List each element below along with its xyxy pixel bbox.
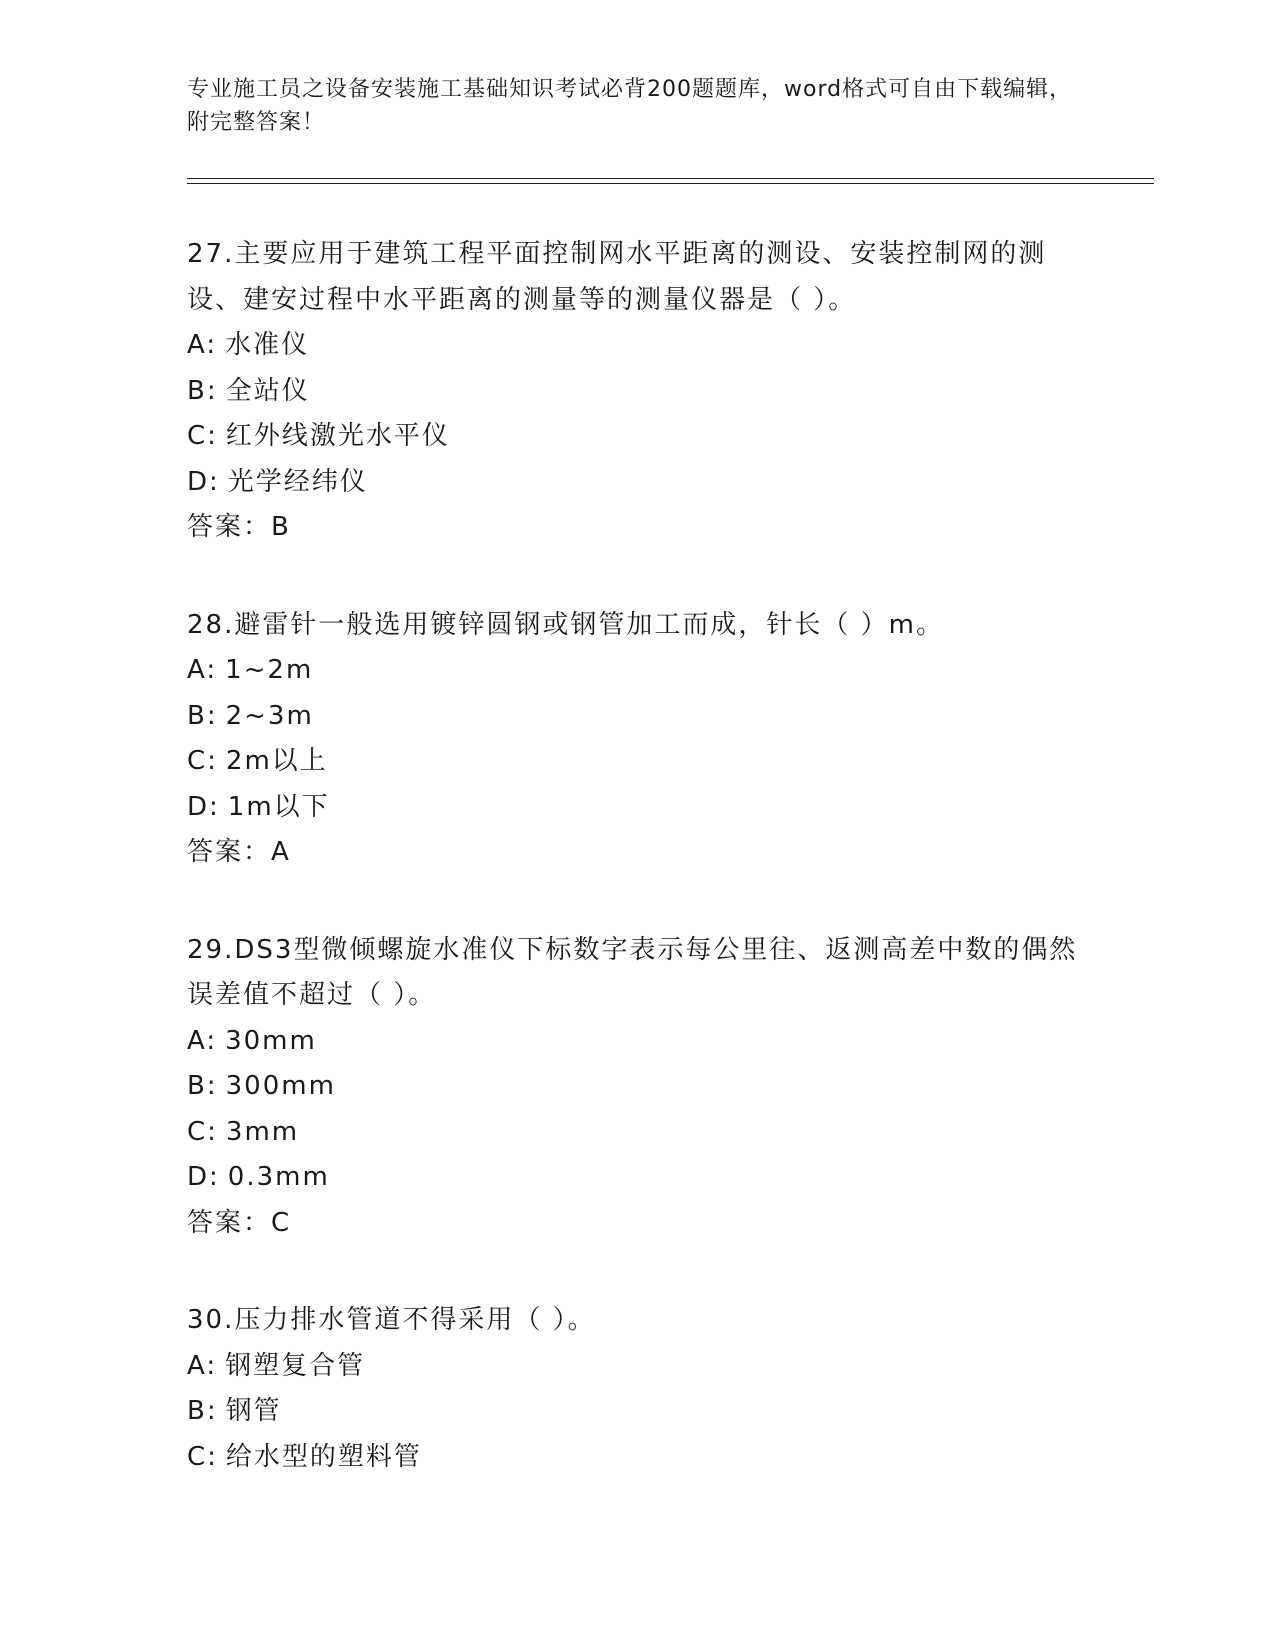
question-stem: 29.DS3型微倾螺旋水准仪下标数字表示每公里往、返测高差中数的偶然误差值不超过（ ）。 [187,934,1078,1010]
question-stem: 28.避雷针一般选用镀锌圆钢或钢管加工而成，针长（ ）m。 [187,609,944,640]
option-key: C: [187,1441,218,1472]
option-a [187,323,1087,369]
option-key: A: [187,330,218,360]
option-d [187,785,1087,831]
option-text: 2m以上 [225,746,328,776]
question-list [187,232,1087,1532]
option-text: 0.3mm [227,1162,330,1192]
option-b [187,1389,1087,1435]
option-key: C: [187,1116,218,1147]
answer-line: 答案：A [187,837,291,867]
question-29 [187,928,1087,1247]
option-text: 300mm [225,1071,336,1101]
option-text: 钢塑复合管 [225,1350,366,1381]
option-key: D: [187,466,220,497]
option-c [187,414,1087,460]
option-c [187,1110,1087,1156]
option-key: A: [187,1025,218,1056]
answer-line: 答案：B [187,512,291,542]
option-b [187,1064,1087,1110]
option-key: D: [187,791,220,822]
option-d [187,1155,1087,1201]
option-text: 3mm [225,1116,300,1147]
option-key: C: [187,421,218,451]
question-stem: 27.主要应用于建筑工程平面控制网水平距离的测设、安装控制网的测设、建安过程中水平距离的测量等的测量仪器是（ ）。 [187,239,1047,315]
option-key: A: [187,1350,218,1381]
option-key: D: [187,1162,220,1192]
option-key: B: [187,700,218,731]
answer-line: 答案：C [187,1207,292,1238]
option-key: A: [187,655,218,685]
option-text: 光学经纬仪 [227,466,368,497]
option-a [187,648,1087,694]
document-header: 专业施工员之设备安装施工基础知识考试必背200题题库，word格式可自由下载编辑，附完整答案！ [187,77,1073,135]
option-b [187,369,1087,415]
option-c [187,1435,1087,1481]
option-text: 2~3m [225,700,314,731]
option-text: 全站仪 [225,375,310,406]
option-text: 钢管 [225,1396,282,1426]
option-text: 给水型的塑料管 [225,1441,422,1472]
option-key: B: [187,1396,218,1426]
question-stem: 30.压力排水管道不得采用（ ）。 [187,1305,596,1335]
option-key: B: [187,1071,218,1101]
option-a [187,1019,1087,1065]
question-30 [187,1298,1087,1480]
option-text: 1m以下 [227,791,330,822]
option-b [187,694,1087,740]
option-text: 30mm [225,1025,317,1056]
option-c [187,739,1087,785]
option-text: 1~2m [225,655,314,685]
option-text: 水准仪 [225,330,310,360]
option-a [187,1344,1087,1390]
option-key: C: [187,746,218,776]
header-rule-bottom [187,183,1154,184]
option-d [187,460,1087,506]
option-key: B: [187,375,218,406]
header-rule-top [187,178,1154,179]
question-27 [187,232,1087,551]
question-28 [187,603,1087,876]
option-text: 红外线激光水平仪 [225,421,450,451]
